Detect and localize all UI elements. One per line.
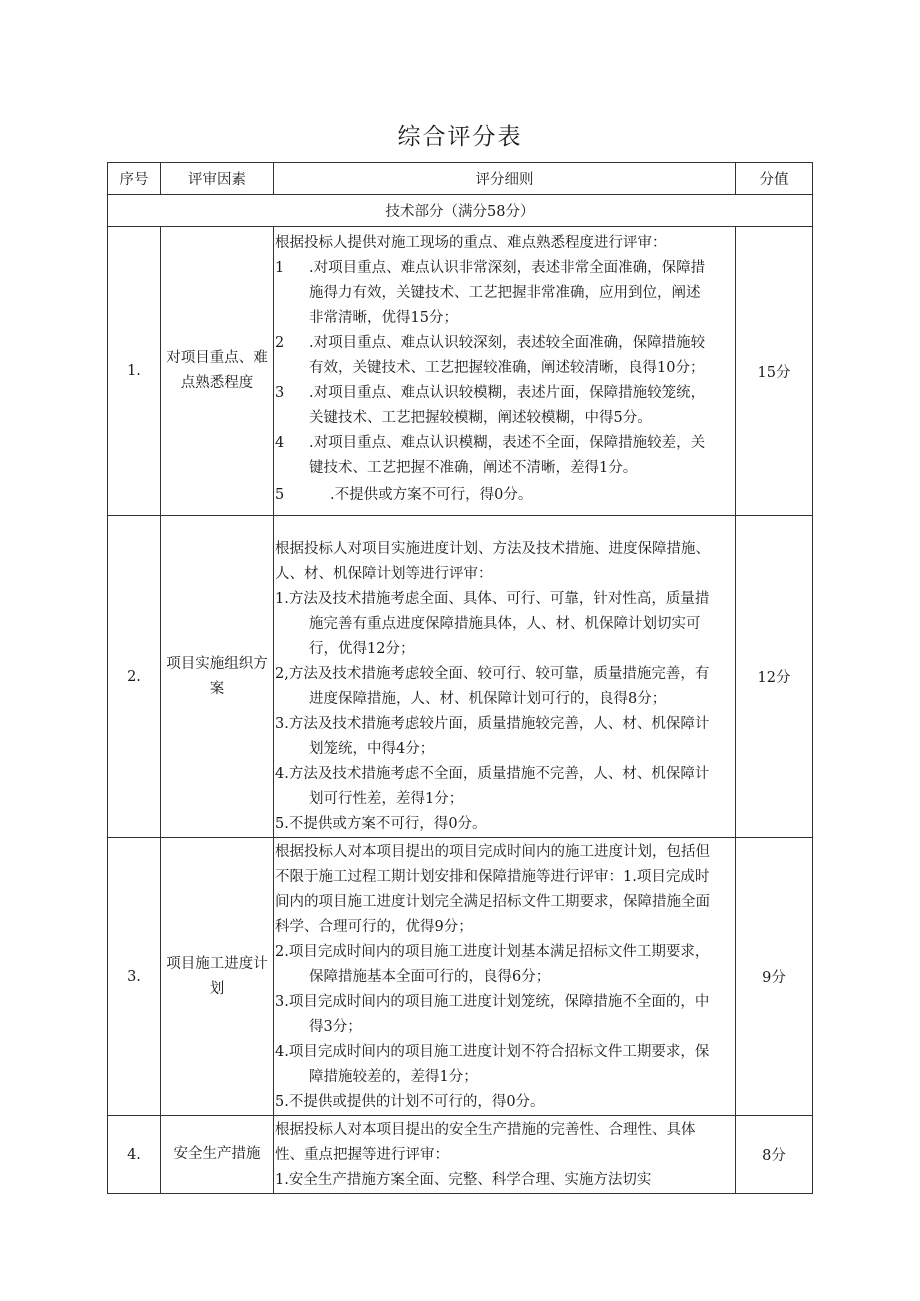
detail-line: 行，优得12分； (309, 641, 415, 657)
detail-line: 间内的项目施工进度计划完全满足招标文件工期要求，保障措施全面 (275, 894, 710, 910)
detail-line (275, 381, 734, 406)
item-number: 2 (275, 335, 285, 351)
header-factor: 评审因素 (161, 163, 274, 195)
table-row (108, 516, 813, 838)
item-number: 5 (275, 487, 285, 503)
row-score: 12分 (736, 516, 813, 838)
table-header-row (108, 163, 813, 195)
page-title: 综合评分表 (397, 124, 523, 150)
detail-line: 划笼统，中得4分； (309, 741, 435, 757)
detail-line: 得3分； (309, 1019, 362, 1035)
detail-line: 保障措施基本全面可行的，良得6分； (309, 969, 551, 985)
item-number: 1 (275, 260, 285, 276)
row-factor: 对项目重点、难点熟悉程度 (161, 227, 274, 516)
detail-line: 性、重点把握等进行评审： (275, 1147, 449, 1163)
detail-line: 人、材、机保障计划等进行评审： (275, 566, 493, 582)
row-factor: 安全生产措施 (161, 1116, 274, 1194)
detail-line: 进度保障措施，人、材、机保障计划可行的，良得8分； (309, 691, 667, 707)
detail-line: 1.方法及技术措施考虑全面、具体、可行、可靠，针对性高，质量措 (275, 591, 710, 607)
detail-line: 不限于施工过程工期计划安排和保障措施等进行评审：1.项目完成时 (275, 869, 710, 885)
row-seq: 2. (108, 516, 161, 838)
row-factor: 项目施工进度计划 (161, 838, 274, 1116)
detail-line: 关键技术、工艺把握较模糊，阐述较模糊，中得5分。 (309, 410, 652, 426)
table-row (108, 838, 813, 1116)
row-factor: 项目实施组织方案 (161, 516, 274, 838)
row-seq: 3. (108, 838, 161, 1116)
scoring-table (107, 162, 813, 1194)
detail-intro: 根据投标人提供对施工现场的重点、难点熟悉程度进行评审： (275, 235, 667, 251)
detail-line: 根据投标人对项目实施进度计划、方法及技术措施、进度保障措施、 (275, 541, 710, 557)
detail-line: 4.方法及技术措施考虑不全面，质量措施不完善，人、材、机保障计 (275, 766, 710, 782)
detail-line: 1.安全生产措施方案全面、完整、科学合理、实施方法切实 (275, 1172, 652, 1188)
item-text: .对项目重点、难点认识较深刻，表述较全面准确，保障措施较 (309, 335, 706, 351)
detail-line: 3.项目完成时间内的项目施工进度计划笼统，保障措施不全面的，中 (275, 994, 710, 1010)
detail-line (275, 431, 734, 456)
table-row (108, 1116, 813, 1194)
item-text: .对项目重点、难点认识较模糊，表述片面，保障措施较笼统， (309, 385, 706, 401)
row-detail (274, 227, 736, 516)
section-title: 技术部分（满分58分） (108, 195, 813, 227)
detail-line: 施完善有重点进度保障措施具体，人、材、机保障计划切实可 (309, 616, 701, 632)
header-score: 分值 (736, 163, 813, 195)
detail-line: 5.不提供或方案不可行，得0分。 (275, 816, 487, 832)
row-score: 9分 (736, 838, 813, 1116)
detail-line: 2.项目完成时间内的项目施工进度计划基本满足招标文件工期要求， (275, 944, 710, 960)
detail-line: 根据投标人对本项目提出的安全生产措施的完善性、合理性、具体 (275, 1122, 696, 1138)
row-detail (274, 838, 736, 1116)
row-score: 8分 (736, 1116, 813, 1194)
table-row (108, 227, 813, 516)
item-text: .对项目重点、难点认识非常深刻，表述非常全面准确，保障措 (309, 260, 706, 276)
detail-line: 5.不提供或提供的计划不可行的，得0分。 (275, 1094, 545, 1110)
detail-line: 科学、合理可行的，优得9分； (275, 919, 473, 935)
detail-line: 施得力有效，关键技术、工艺把握非常准确，应用到位，阐述 (309, 285, 701, 301)
detail-line: 3.方法及技术措施考虑较片面，质量措施较完善，人、材、机保障计 (275, 716, 710, 732)
item-text: .不提供或方案不可行，得0分。 (330, 487, 533, 503)
section-row (108, 195, 813, 227)
detail-line (275, 331, 734, 356)
detail-line: 非常清晰，优得15分； (309, 310, 458, 326)
detail-line (275, 483, 734, 508)
row-score: 15分 (736, 227, 813, 516)
row-detail (274, 1116, 736, 1194)
row-seq: 4. (108, 1116, 161, 1194)
header-seq: 序号 (108, 163, 161, 195)
detail-line (275, 256, 734, 281)
header-detail: 评分细则 (274, 163, 736, 195)
row-detail (274, 516, 736, 838)
row-seq: 1. (108, 227, 161, 516)
detail-line: 根据投标人对本项目提出的项目完成时间内的施工进度计划，包括但 (275, 844, 710, 860)
detail-line: 有效，关键技术、工艺把握较准确，阐述较清晰，良得10分； (309, 360, 705, 376)
detail-line: 4.项目完成时间内的项目施工进度计划不符合招标文件工期要求，保 (275, 1044, 710, 1060)
item-text: .对项目重点、难点认识模糊，表述不全面，保障措施较差，关 (309, 435, 706, 451)
item-number: 4 (275, 435, 285, 451)
item-number: 3 (275, 385, 285, 401)
detail-line: 键技术、工艺把握不准确，阐述不清晰，差得1分。 (309, 460, 638, 476)
detail-line: 2,方法及技术措施考虑较全面、较可行、较可靠，质量措施完善，有 (275, 666, 710, 682)
detail-line: 划可行性差，差得1分； (309, 791, 464, 807)
detail-line: 障措施较差的，差得1分； (309, 1069, 478, 1085)
